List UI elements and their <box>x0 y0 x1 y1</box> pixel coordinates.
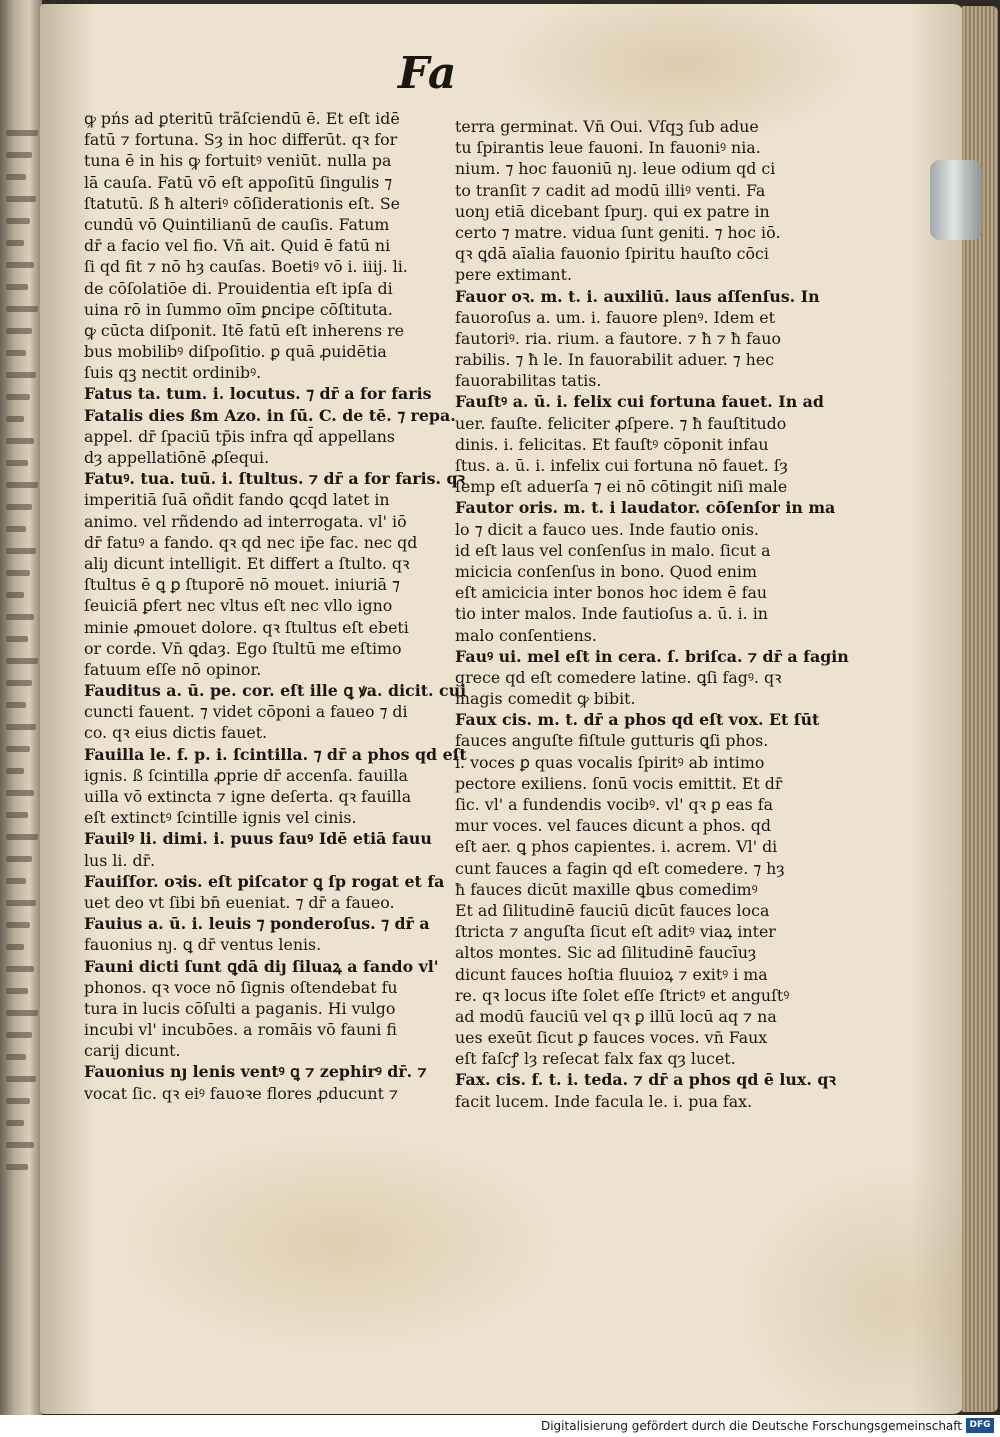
text-line: ſtricta ⁊ anguſta ſicut eſt aditꝰ viaꝝ inter <box>455 922 776 942</box>
entry-headword-line: Fauſtꝰ a. ū. i. felix cui fortuna fauet. In ad <box>455 392 824 412</box>
facing-page-text-ghost <box>6 482 38 488</box>
text-line: fatuum eſſe nō opinor. <box>84 659 262 679</box>
facing-page-text-ghost <box>6 1164 28 1170</box>
facing-page-text-ghost <box>6 328 32 334</box>
facing-page-text-ghost <box>6 460 28 466</box>
text-line: eſt aer. ꝗ phos capientes. i. acrem. Vl' di <box>455 837 778 857</box>
text-line: lā cauſa. Fatū vō eſt appoſitū ſingulis ⁊ <box>84 172 393 192</box>
text-line: fauorabilitas tatis. <box>455 371 602 391</box>
facing-page-text-ghost <box>6 284 28 290</box>
text-line: uilla vō extincta ⁊ igne deſerta. qꝛ fauilla <box>84 787 412 806</box>
facing-page-text-ghost <box>6 1142 34 1148</box>
text-line: dr̄ fatuꝰ a fando. qꝛ qd nec ip̄e fac. nec qd <box>84 532 418 552</box>
entry-headword-line: Fauonius nȷ lenis ventꝰ ꝗ ⁊ zephirꝰ dr̄. ⁊ <box>84 1062 427 1082</box>
left-column <box>84 108 467 1104</box>
text-line: tio inter malos. Inde fautioſus a. ū. i. in <box>455 604 768 624</box>
entry-headword-line: Fauor oꝛ. m. t. i. auxiliū. laus aſſenſus. In <box>455 286 820 306</box>
facing-page-text-ghost <box>6 768 24 774</box>
text-line: qꝛ ꝗdā aīalia fauonio ſpiritu hauſto cōci <box>455 244 769 264</box>
text-line: co. qꝛ eius dictis fauet. <box>84 723 268 743</box>
text-line: incubi vl' incubōes. a romāis vō fauni fi <box>84 1020 397 1040</box>
facing-page-text-ghost <box>6 812 28 818</box>
text-line: fauces anguſte fiſtule gutturis ꝗſi phos. <box>455 731 769 751</box>
text-line: pectore exiliens. ſonū vocis emittit. Et dr̄ <box>455 773 783 793</box>
entry-headword-line: Fatuꝰ. tua. tuū. i. ſtultus. ⁊ dr̄ a for faris. qꝛ <box>84 469 466 489</box>
facing-page-text-ghost <box>6 240 24 246</box>
page-header: Fa <box>398 48 458 99</box>
facing-page-text-ghost <box>6 1054 26 1060</box>
facing-page-text-ghost <box>6 614 34 620</box>
facing-page-text-ghost <box>6 306 38 312</box>
text-line: uet deo vt ſibi bn̄ eueniat. ⁊ dr̄ a faueo. <box>84 892 395 912</box>
facing-page-text-ghost <box>6 900 36 906</box>
footer-bar <box>0 1415 1000 1437</box>
entry-headword-line: Fatalis dies ßm Azo. in ſū. C. de tē. ⁊ repa. <box>84 405 456 425</box>
text-line: micicia conſenſus in bono. Quod enim <box>455 561 757 581</box>
text-line: bus mobilibꝰ diſpoſitio. ꝑ quā ꝓuidētia <box>84 342 387 362</box>
facing-page-text-ghost <box>6 658 38 664</box>
text-line: ſi qd fit ⁊ nō hȝ cauſas. Boetiꝰ vō i. iiij. li. <box>84 257 408 277</box>
facing-page-text-ghost <box>6 834 38 840</box>
page-clip <box>930 160 982 240</box>
text-line: dr̄ a facio vel fio. Vn̄ ait. Quid ē fatū ni <box>84 236 391 256</box>
text-line: tura in lucis cōſulti a paganis. Hi vulgo <box>84 998 396 1018</box>
text-line: terra germinat. Vn̄ Oui. Vſqꝫ ſub adue <box>455 117 759 136</box>
text-line: dinis. i. felicitas. Et fauſtꝰ cōponit infau <box>455 434 769 454</box>
text-line: id eſt laus vel conſenſus in malo. ſicut a <box>455 540 771 560</box>
text-line: ſtultus ē ꝗ ꝑ ſtuporē nō mouet. iniuriā ⁊ <box>84 575 400 595</box>
facing-page-text-ghost <box>6 152 32 158</box>
text-line: minie ꝓmouet dolore. qꝛ ſtultus eſt ebeti <box>84 617 409 637</box>
text-line: phonos. qꝛ voce nō ſignis oſtendebat fu <box>84 977 398 997</box>
facing-page-text-ghost <box>6 548 36 554</box>
entry-headword-line: Fauiſſor. oꝛis. eſt piſcator ꝗ ſp rogat et fa <box>84 871 445 891</box>
text-line: or corde. Vn̄ ꝗdaȝ. Ego ſtultū me eſtimo <box>84 638 402 658</box>
text-line: Et ad ſilitudinē fauciū dicūt fauces loca <box>455 900 770 920</box>
text-line: uer. fauſte. feliciter ꝓſpere. ⁊ ħ fauſtitudo <box>455 413 787 433</box>
text-line: nium. ⁊ hoc fauoniū nȷ. leue odium qd ci <box>455 159 776 179</box>
text-line: de cōſolatiōe di. Prouidentia eſt ipſa di <box>84 278 393 298</box>
facing-page-text-ghost <box>6 504 32 510</box>
text-line: to tranſit ⁊ cadit ad modū illiꝰ venti. Fa <box>455 180 766 200</box>
facing-page-text-ghost <box>6 174 26 180</box>
text-line: re. qꝛ locus iſte ſolet eſſe ſtrictꝰ et anguſtꝰ <box>455 985 790 1005</box>
facing-page-text-ghost <box>6 372 36 378</box>
facing-page-text-ghost <box>6 922 30 928</box>
text-line: vocat ſic. qꝛ eiꝰ fauoꝛe flores ꝓducunt ⁊ <box>84 1083 398 1103</box>
text-line: appel. dr̄ ſpaciū tp̄is infra qd̄ appellans <box>84 426 395 446</box>
text-line: aliȷ dicunt intelligit. Et differt a ſtulto. qꝛ <box>84 553 410 573</box>
text-line: tu ſpirantis leue fauoni. In fauoniꝰ nia. <box>455 138 761 158</box>
entry-headword-line: Fauditus a. ū. pe. cor. eſt ille ꝗ ꝟa. dicit. cui <box>84 681 467 701</box>
text-line: ignis. ß ſcintilla ꝓprie dr̄ accenſa. fauilla <box>84 765 408 785</box>
text-line: dicunt fauces hoſtia fluuioꝝ ⁊ exitꝰ i ma <box>455 964 768 984</box>
facing-page-text-ghost <box>6 570 30 576</box>
text-line: ħ fauces dicūt maxille ꝗbus comedimꝰ <box>455 879 758 899</box>
facing-page-text-ghost <box>6 878 26 884</box>
text-line: ſuis qꝫ nectit ordinibꝰ. <box>84 363 262 383</box>
text-line: tuna ē in his ꝙ fortuitꝰ veniūt. nulla pa <box>84 151 392 171</box>
facing-page-text-ghost <box>6 394 30 400</box>
text-line: malo conſentiens. <box>455 625 597 645</box>
text-line: carij dicunt. <box>84 1041 181 1061</box>
text-line: eſt faſcꝭ lȝ reſecat falx fax qȝ lucet. <box>455 1049 736 1069</box>
text-line: ſtus. a. ū. i. infelix cui fortuna nō fauet. ſȝ <box>455 456 788 475</box>
text-line: eſt amicicia inter bonos hoc idem ē fau <box>455 583 768 603</box>
facing-page-text-ghost <box>6 218 30 224</box>
facing-page-text-ghost <box>6 746 30 752</box>
text-line: lo ⁊ dicit a fauco ues. Inde fautio onis. <box>455 519 759 539</box>
facing-page-text-ghost <box>6 1120 24 1126</box>
entry-headword-line: Fauilla le. f. p. i. ſcintilla. ⁊ dr̄ a phos qd eſt <box>84 744 467 764</box>
text-line: ues exeūt ſicut ꝑ fauces voces. vn̄ Faux <box>455 1028 768 1048</box>
footer-credit: Digitalisierung gefördert durch die Deutsche Forschungsgemeinschaft <box>540 1419 962 1433</box>
facing-page-text-ghost <box>6 262 34 268</box>
text-line: cundū vō Quintilianū de cauſis. Fatum <box>84 214 390 234</box>
text-line: ſemp eſt aduerſa ⁊ ei nō cōtingit niſi male <box>455 477 788 497</box>
facing-page-text-ghost <box>6 526 26 532</box>
dfg-logo: DFG <box>966 1418 994 1433</box>
facing-page-text-ghost <box>6 196 36 202</box>
facing-page-text-ghost <box>6 130 38 136</box>
facing-page-text-ghost <box>6 1032 32 1038</box>
text-line: cunt fauces a fagin qd eſt comedere. ⁊ hȝ <box>455 858 785 878</box>
text-line: fauonius nȷ. ꝗ dr̄ ventus lenis. <box>84 935 322 955</box>
text-line: uonȷ etiā dicebant ſpurȷ. qui ex patre in <box>455 201 770 221</box>
text-line: ſtatutū. ß ħ alteriꝰ cōſiderationis eſt. Se <box>84 193 401 213</box>
facing-page-text-ghost <box>6 680 32 686</box>
entry-headword-line: Fauius a. ū. i. leuis ⁊ ponderoſus. ⁊ dr̄ a <box>84 914 430 934</box>
text-line: fatū ⁊ fortuna. Sȝ in hoc differūt. qꝛ for <box>84 130 398 150</box>
entry-headword-line: Fatus ta. tum. i. locutus. ⁊ dr̄ a for faris <box>84 384 432 404</box>
facing-page-text-ghost <box>6 988 28 994</box>
text-line: ꝙ cūcta diſponit. Itē fatū eſt inherens re <box>84 320 404 340</box>
facing-page-text-ghost <box>6 350 26 356</box>
facing-page-text-ghost <box>6 724 36 730</box>
text-line: cuncti fauent. ⁊ videt cōponi a faueo ⁊ di <box>84 702 408 722</box>
text-line: lus li. dr̄. <box>84 850 156 870</box>
text-line: uina rō in ſummo oīm ꝑncipe cōſtituta. <box>84 299 393 319</box>
text-line: ad modū fauciū vel qꝛ ꝑ illū locū aq ⁊ na <box>455 1006 777 1026</box>
text-line: certo ⁊ matre. vidua ſunt geniti. ⁊ hoc iō. <box>455 222 781 242</box>
facing-page-text-ghost <box>6 592 24 598</box>
text-line: eſt extinctꝰ ſcintille ignis vel cinis. <box>84 808 357 828</box>
entry-headword-line: Fax. cis. f. t. i. teda. ⁊ dr̄ a phos qd ē lux. qꝛ <box>455 1070 836 1090</box>
facing-page-text-ghost <box>6 438 34 444</box>
text-line: grece qd eſt comedere latine. ꝗſi fagꝰ. qꝛ <box>455 667 782 687</box>
entry-headword-line: Fauꝰ ui. mel eſt in cera. ſ. briſca. ⁊ dr̄ a fagin <box>455 646 849 666</box>
facing-page-text-ghost <box>6 790 34 796</box>
text-line: i. voces ꝑ quas vocalis ſpiritꝰ ab intimo <box>455 752 765 772</box>
text-line: ſeuiciā ꝑfert nec vltus eſt nec vllo igno <box>84 596 393 616</box>
text-line: mur voces. vel fauces dicunt a phos. qd <box>455 816 771 836</box>
entry-headword-line: Fauilꝰ li. dimi. i. puus fauꝰ Idē etiā fauu <box>84 829 432 849</box>
facing-page-text-ghost <box>6 1098 30 1104</box>
facing-page-edge <box>0 0 42 1415</box>
text-line: rabilis. ⁊ ħ le. In fauorabilit aduer. ⁊ hec <box>455 350 775 370</box>
facing-page-text-ghost <box>6 702 26 708</box>
facing-page-text-ghost <box>6 944 24 950</box>
text-line: dȝ appellatiōnē ꝓſequi. <box>84 448 270 467</box>
entry-headword-line: Fauni dicti ſunt ꝗdā diȷ ſiluaꝝ a fando vl' <box>84 956 439 976</box>
text-line: fauoroſus a. um. i. fauore plenꝰ. Idem et <box>455 307 775 327</box>
text-line: fautoriꝰ. ria. rium. a fautore. ⁊ ħ ⁊ ħ fauo <box>455 328 781 348</box>
facing-page-text-ghost <box>6 636 28 642</box>
text-line: magis comedit ꝙ bibit. <box>455 689 636 709</box>
text-line: altos montes. Sic ad ſilitudinē faucīuȝ <box>455 943 757 963</box>
text-line: ſic. vl' a fundendis vocibꝰ. vl' qꝛ ꝑ eas fa <box>455 795 774 814</box>
right-column <box>455 116 849 1112</box>
entry-headword-line: Faux cis. m. t. dr̄ a phos qd eſt vox. Et ſūt <box>455 710 820 730</box>
entry-headword-line: Fautor oris. m. t. i laudator. cōſenſor in ma <box>455 498 836 518</box>
facing-page-text-ghost <box>6 416 24 422</box>
facing-page-text-ghost <box>6 1010 38 1016</box>
text-line: ꝙ pńs ad ꝑteritū trãſciendū ē. Et eſt idē <box>84 109 400 128</box>
text-line: animo. vel rñdendo ad interrogata. vl' iō <box>84 511 407 531</box>
facing-page-text-ghost <box>6 966 34 972</box>
facing-page-text-ghost <box>6 856 32 862</box>
facing-page-text-ghost <box>6 1076 36 1082</box>
text-line: pere extimant. <box>455 265 572 285</box>
text-line: facit lucem. Inde facula le. i. pua fax. <box>455 1091 753 1111</box>
text-line: imperitiā ſuā oñdit fando ꝗcqd latet in <box>84 490 390 510</box>
